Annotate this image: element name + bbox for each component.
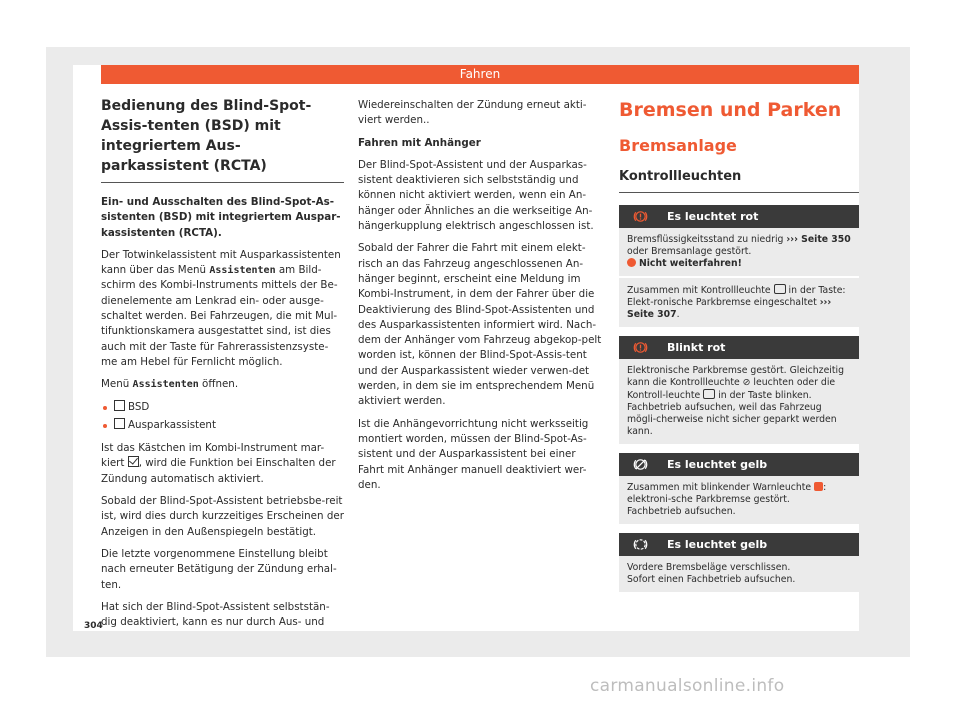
paragraph: Der Totwinkelassistent mit Ausparkassistenten kann über das Menü Assistenten am Bild-schirm des Kombi-Instruments mittels der Be-dienelemente am Lenkrad ein- oder ausge-schaltet werden. Bei Fahrzeugen, die mit Mul-tifunktionskamera ausgestattet sind, ist dies auch mit der Taste für Fahrerassistenzsyste-me am Hebel für Fernlicht möglich. [101, 248, 341, 368]
checkbox-icon [114, 418, 125, 429]
warning-body: Elektronische Parkbremse gestört. Gleichzeitig kann die Kontrollleuchte ⊘ leuchten oder die Kontroll-leuchte in der Taste blinken. Fachbetrieb aufsuchen, weil das Fahrzeug mögli-cherweise nicht sicher geparkt werden kann. [619, 359, 859, 444]
column-left [101, 96, 344, 637]
warning-body: Zusammen mit Kontrollleuchte in der Taste: Elekt-ronische Parkbremse eingeschaltet ››› Seite 307. [619, 278, 859, 327]
warning-body: Bremsflüssigkeitsstand zu niedrig ››› Seite 350 oder Bremsanlage gestört. Nicht weiterfahren! [619, 228, 859, 276]
warning-table [619, 205, 859, 592]
list-item: Ausparkassistent [101, 418, 344, 433]
brake-warning-icon [633, 209, 648, 224]
menu-name: Assistenten [209, 265, 276, 277]
warning-header-yellow-pads: Es leuchtet gelb [619, 533, 859, 556]
list-item: BSD [101, 400, 344, 415]
page-link[interactable]: ››› Seite 350 [786, 234, 851, 246]
warning-header-red-blink: Blinkt rot [619, 336, 859, 359]
chapter-title: Bremsen und Parken [619, 99, 842, 121]
brake-warning-icon [633, 340, 648, 355]
page-number: 304 [84, 621, 103, 631]
column-middle [358, 98, 602, 500]
subheading: Fahren mit Anhänger [358, 136, 481, 149]
checkbox-icon [114, 400, 125, 411]
warning-lamp-icon [814, 482, 823, 491]
menu-name: Assistenten [132, 379, 199, 391]
column-right [619, 98, 859, 592]
brake-pad-icon [633, 537, 648, 552]
bullet-icon [103, 406, 107, 410]
paragraph: Sobald der Blind-Spot-Assistent betriebsbe-reit ist, wird dies durch kurzzeitiges Erscheinen der Anzeigen in den Außenspiegeln bestätigt. [101, 495, 344, 538]
watermark: carmanualsonline.info [590, 676, 785, 696]
brake-fault-icon [633, 457, 648, 472]
section-title: Bremsanlage [619, 136, 737, 155]
warning-header-yellow: Es leuchtet gelb [619, 453, 859, 476]
warning-header-red: Es leuchtet rot [619, 205, 859, 228]
paragraph: Sobald der Fahrer die Fahrt mit einem elekt-risch an das Fahrzeug angeschlossenen An-hänger beginnt, erscheint eine Meldung im Kombi-Instrument, in dem der Fahrer über die Deaktivierung des Blind-Spot-Assistenten und des Ausparkassistenten informiert wird. Nach-dem der Anhänger vom Fahrzeug abgekop-pelt worden ist, können der Blind-Spot-Assis-tent und der Ausparkassistent wieder verwen-det werden, in dem sie im entsprechendem Menü aktiviert werden. [358, 242, 602, 408]
page-link[interactable]: ››› Seite 307 [627, 297, 832, 321]
stop-icon [627, 258, 636, 267]
paragraph: Wiedereinschalten der Zündung erneut akti-viert werden.. [358, 99, 587, 127]
subsection-title: Kontrollleuchten [619, 169, 859, 193]
warning-body: Vordere Bremsbeläge verschlissen. Sofort einen Fachbetrieb aufsuchen. [619, 556, 859, 592]
paragraph: Ist die Anhängevorrichtung nicht werksseitig montiert worden, müssen der Blind-Spot-As-sistent und der Ausparkassistent bei einer Fahrt mit Anhänger manuell deaktiviert wer-den. [358, 417, 589, 491]
paragraph: Der Blind-Spot-Assistent und der Ausparkas-sistent deaktivieren sich selbstständig und können nicht aktiviert werden, wenn ein An-hänger oder Ähnliches an die werkseitige An-hängerkupplung elektrisch angeschlossen ist. [358, 158, 594, 233]
parking-brake-icon [774, 284, 786, 294]
paragraph: Ist das Kästchen im Kombi-Instrument mar-kiert , wird die Funktion bei Einschalten der Zündung automatisch aktiviert. [101, 442, 336, 485]
bullet-icon [103, 424, 107, 428]
parking-brake-icon [703, 389, 715, 399]
paragraph: Hat sich der Blind-Spot-Assistent selbststän-dig deaktiviert, kann es nur durch Aus- und [101, 600, 330, 629]
section-header: Fahren [101, 65, 859, 84]
section-heading: Bedienung des Blind-Spot-Assis-tenten (BSD) mit integriertem Aus-parkassistent (RCTA) [101, 96, 344, 183]
checked-checkbox-icon [128, 456, 139, 467]
paragraph: Die letzte vorgenommene Einstellung bleibt nach erneuter Betätigung der Zündung erhal-ten. [101, 547, 337, 591]
brake-off-icon: ⊘ [742, 377, 751, 389]
warning-body: Zusammen mit blinkender Warnleuchte : elektroni-sche Parkbremse gestört. Fachbetrieb aufsuchen. [619, 476, 859, 524]
subheading: Ein- und Ausschalten des Blind-Spot-As-sistenten (BSD) mit integriertem Auspar-kassistenten (RCTA). [101, 196, 341, 239]
paragraph: Menü Assistenten öffnen. [101, 378, 239, 391]
